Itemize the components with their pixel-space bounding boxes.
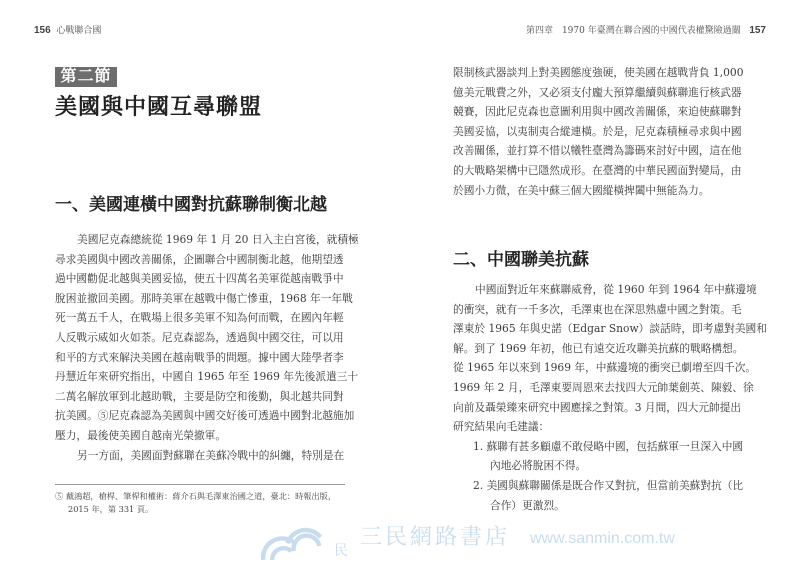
right-body-text <box>453 280 767 515</box>
left-running-header <box>34 23 101 36</box>
text-line: 的衝突，就有一千多次，毛澤東也在深思熟慮中國之對策。毛 <box>453 302 742 316</box>
logo-character: 民 <box>334 543 348 559</box>
list-text-continuation: 合作）更激烈。 <box>490 498 565 512</box>
logo-arc <box>294 536 320 552</box>
watermark-store-name: 三民網路書店 <box>360 525 511 550</box>
list-text: 蘇聯有甚多顧慮不敢侵略中國，包括蘇軍一旦深入中國 <box>486 439 744 453</box>
text-line: 競賽，因此尼克森也意圖利用與中國改善關係，來迫使蘇聯對 <box>453 105 742 119</box>
text-line: 改善關係，並打算不惜以犧牲臺灣為籌碼來討好中國，這在他 <box>453 144 742 158</box>
logo-arc <box>263 538 295 560</box>
footnote <box>55 490 336 516</box>
footnote-line: 戴鴻超，槍桿、筆桿和權術：蔣介石與毛澤東治國之道，臺北：時報出版， <box>65 491 337 501</box>
text-line: 二萬名解放軍到北越助戰，主要是防空和後勤，與北越共同對 <box>55 389 344 403</box>
text-line: 向前及聶榮臻來研究中國應採之對策。3 月間，四大元帥提出 <box>453 400 742 414</box>
book-title-header: 心戰聯合國 <box>56 26 102 36</box>
text-line: 於國小力微，在美中蘇三個大國縱橫捭闔中無能為力。 <box>453 183 710 197</box>
left-body-text <box>55 230 359 465</box>
text-line: 另一方面，美國面對蘇聯在美蘇冷戰中的糾纏，特別是在 <box>77 448 345 462</box>
text-line: 從 1965 年以來到 1969 年，中蘇邊境的衝突已劇增至四千次。 <box>453 361 757 375</box>
text-line: 尋求美國與中國改善關係，企圖聯合中國制衡北越，他期望透 <box>55 252 344 266</box>
text-line: 和平的方式來解決美國在越南戰爭的問題。據中國大陸學者李 <box>55 350 344 364</box>
text-line: 丹慧近年來研究指出，中國自 1965 年至 1969 年先後派遣三十 <box>55 370 359 384</box>
text-line: 壓力，最後使美國自越南光榮撤軍。 <box>55 428 227 442</box>
text-line: 解。到了 1969 年初，他已有遠交近攻聯美抗蘇的戰略構想。 <box>453 341 744 355</box>
section-title: 美國與中國互尋聯盟 <box>55 94 263 119</box>
text-line: 人反戰示威如火如荼。尼克森認為，透過與中國交往，可以用 <box>55 330 344 344</box>
text-line: 限制核武器談判上對美國態度強硬，使美國在越戰背負 1,000 <box>453 66 744 79</box>
text-line: 美國尼克森總統從 1969 年 1 月 20 日入主白宮後，就積極 <box>77 233 359 246</box>
text-line: 抗美國。⑤尼克森認為美國與中國交好後可透過中國對北越施加 <box>55 409 355 423</box>
list-text: 美國與蘇聯關係是既合作又對抗，但當前美蘇對抗（比 <box>486 478 744 492</box>
right-top-text <box>453 63 745 200</box>
subheading-2: 二、中國聯美抗蘇 <box>453 250 589 269</box>
text-line: 的大戰略架構中已隱然成形。在臺灣的中華民國面對變局，由 <box>453 163 742 177</box>
list-item <box>453 437 745 457</box>
text-line: 億美元戰費之外，又必須支付龐大預算繼續與蘇聯進行核武器 <box>453 85 742 99</box>
text-line: 澤東於 1965 年與史諾（Edgar Snow）談話時，即考慮對美國和 <box>453 322 767 336</box>
chapter-title-header: 第四章 1970 年臺灣在聯合國的中國代表權驚險過關 <box>525 26 741 36</box>
text-line: 脫困並撤回美國。那時美軍在越戰中傷亡慘重，1968 年一年戰 <box>55 291 353 305</box>
section-number-label: 第二節 <box>55 67 117 87</box>
sanmin-logo-watermark <box>250 518 330 560</box>
text-line: 美國妥協，以夷制夷合縱連橫。於是，尼克森積極尋求與中國 <box>453 124 742 138</box>
subheading-1: 一、美國連橫中國對抗蘇聯制衡北越 <box>55 195 327 214</box>
text-line: 過中國勸促北越與美國妥協，使五十四萬名美軍從越南戰爭中 <box>55 272 344 286</box>
text-line: 研究結果向毛建議： <box>453 420 550 434</box>
list-item <box>453 476 745 496</box>
text-line: 死一萬五千人，在戰場上很多美軍不知為何而戰，在國內年輕 <box>55 311 344 325</box>
list-number: 2. <box>473 478 484 492</box>
list-text-continuation: 內地必將脫困不得。 <box>490 459 587 473</box>
page-number-left: 156 <box>34 25 51 36</box>
logo-arc <box>272 548 291 560</box>
text-line: 中國面對近年來蘇聯威脅，從 1960 年到 1964 年中蘇邊境 <box>475 283 757 296</box>
right-running-header <box>526 23 766 36</box>
watermark-url: www.sanmin.com.tw <box>530 530 675 547</box>
footnote-line: 2015 年，第 331 頁。 <box>68 504 154 514</box>
logo-arc <box>287 530 320 543</box>
text-line: 1969 年 2 月，毛澤東要周恩來去找四大元帥葉劍英、陳毅、徐 <box>453 380 754 394</box>
footnote-divider <box>55 484 345 485</box>
page-number-right: 157 <box>749 25 766 36</box>
list-number: 1. <box>473 439 484 453</box>
footnote-marker: ⑤ <box>55 491 64 501</box>
